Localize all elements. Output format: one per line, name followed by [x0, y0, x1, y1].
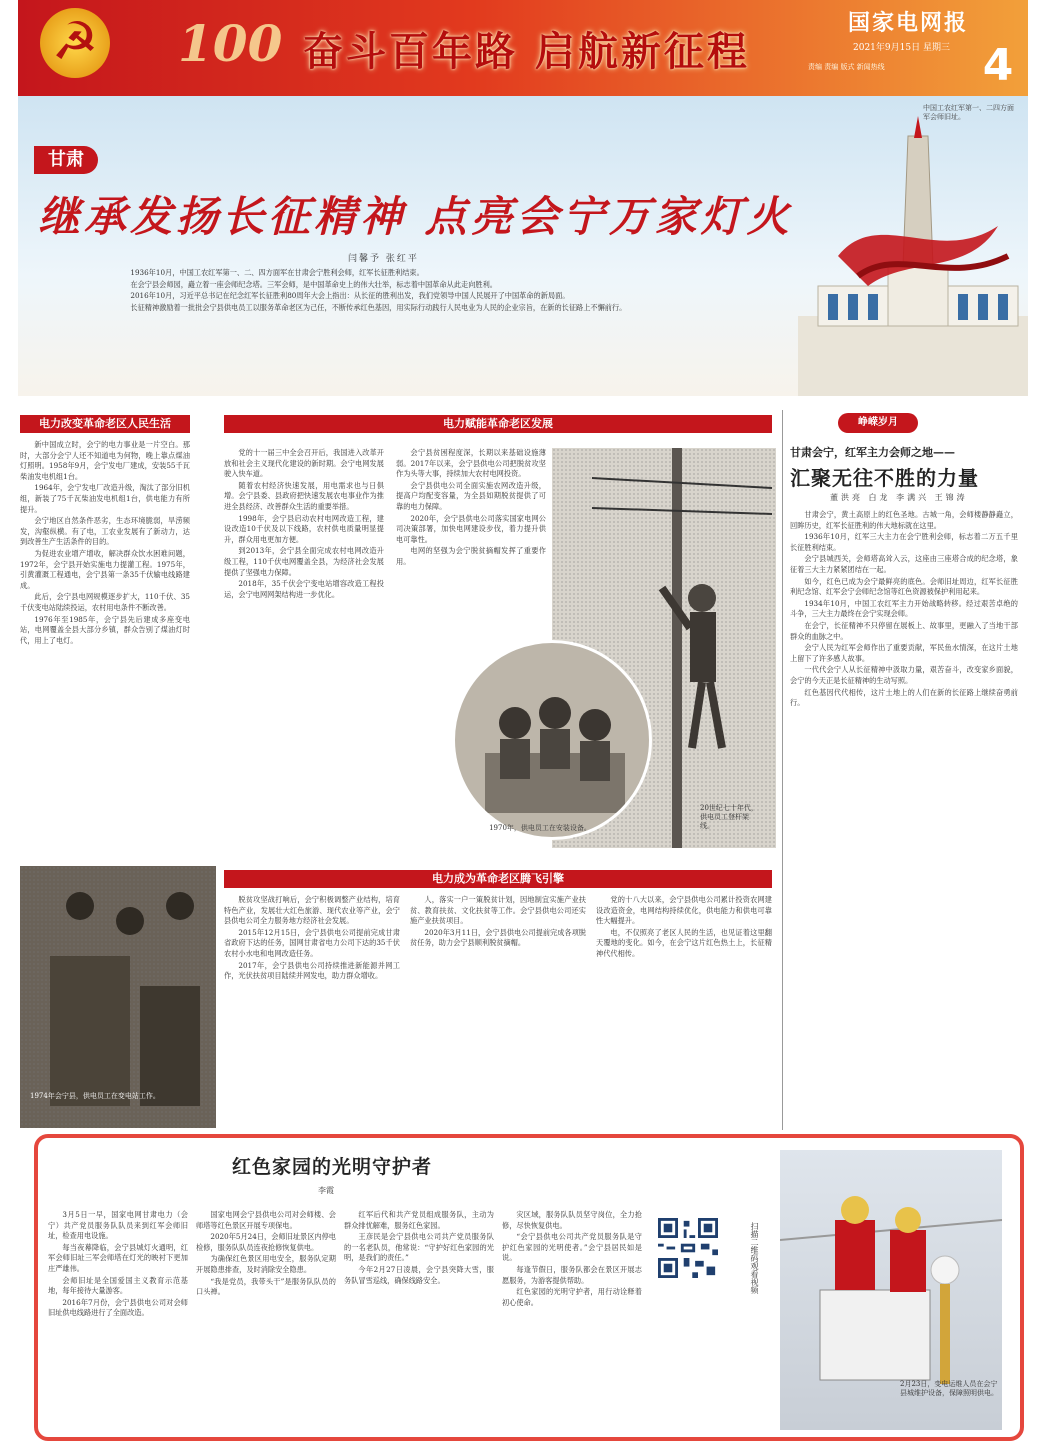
- article-paragraph: 今年2月27日凌晨，会宁县突降大雪，服务队冒雪巡线，确保线路安全。: [344, 1264, 494, 1285]
- article-paragraph: 甘肃会宁，黄土高原上的红色圣地。古城一角，会师楼静静矗立，回眸历史，红军长征胜利的伟大地标就在这里。: [790, 510, 1018, 530]
- column-divider: [782, 410, 783, 1130]
- article-paragraph: 每逢节假日，服务队都会在景区开展志愿服务，为游客提供帮助。: [502, 1264, 642, 1285]
- article-paragraph: 国家电网会宁县供电公司对会师楼、会师塔等红色景区开展专项保电。: [196, 1210, 336, 1230]
- article-paragraph: 人，落实一户一策脱贫计划，因地制宜实施产业扶贫、教育扶贫、文化扶贫等工作。会宁县供电公司还实施产业扶贫项目。: [410, 895, 586, 926]
- article-paragraph: 3月5日一早，国家电网甘肃电力（会宁）共产党员服务队队员来到红军会师旧址，检查用电设施。: [48, 1210, 188, 1241]
- article-paragraph: 一代代会宁人从长征精神中汲取力量，艰苦奋斗，改变家乡面貌，会宁的今天正是长征精神的生动写照。: [790, 665, 1018, 685]
- article-paragraph: “会宁县供电公司共产党员服务队是守护红色家园的光明使者。”会宁县居民如是说。: [502, 1232, 642, 1263]
- intro-paragraph: 1936年10月，中国工农红军第一、二、四方面军在甘肃会宁胜利会师，红军长征胜利结束。: [130, 268, 424, 277]
- right-article-text: [790, 510, 1018, 1128]
- article-paragraph: 会师旧址是全国爱国主义教育示范基地，每年接待大量游客。: [48, 1275, 188, 1296]
- section-life-text: [20, 440, 190, 850]
- lineman-photo-caption: 20世纪七十年代，供电员工登杆架线。: [700, 804, 758, 830]
- qr-code-label: 扫描二维码观看视频: [750, 1222, 759, 1294]
- article-paragraph: 会宁县城西关，会师塔高耸入云，这座由三座塔合成的纪念塔，象征着三大主力紧紧团结在一起。: [790, 554, 1018, 574]
- article-paragraph: 王彦民是会宁县供电公司共产党员服务队的一名老队员，他常说：“守护好红色家园的光明，是我们的责任。”: [344, 1232, 494, 1263]
- article-paragraph: 1976年至1985年，会宁县先后建成多座变电站，电网覆盖全县大部分乡镇，群众告别了煤油灯时代，用上了电灯。: [20, 614, 190, 645]
- article-paragraph: 2016年7月份，会宁县供电公司对会师旧址供电线路进行了全面改造。: [48, 1297, 188, 1318]
- article-paragraph: 电，不仅照亮了老区人民的生活，也见证着这里翻天覆地的变化。如今，在会宁这片红色热土上，长征精神代代相传。: [596, 927, 772, 958]
- article-paragraph: 如今，红色已成为会宁最鲜亮的底色。会师旧址周边，红军长征胜利纪念馆、红军会宁会师纪念馆等红色资源被保护利用起来。: [790, 576, 1018, 597]
- section-engine-text-2: [410, 895, 586, 1125]
- bottom-photo-caption: 2月23日，变电运维人员在会宁县城维护设备，保障照明供电。: [900, 1380, 998, 1397]
- team-photo: [452, 640, 652, 840]
- page-number: 4: [982, 40, 1014, 91]
- article-paragraph: 到2013年，会宁县全面完成农村电网改造升级工程，110千伏电网覆盖全县，为经济社会发展提供了坚强电力保障。: [224, 546, 384, 577]
- article-paragraph: 随着农村经济快速发展，用电需求也与日俱增。会宁县委、县政府把快速发展农电事业作为推进全县经济、改善群众生活的重要举措。: [224, 480, 384, 511]
- hero-photo-caption: 中国工农红军第一、二四方面军会师旧址。: [923, 104, 1014, 121]
- bottom-article-col-1: [48, 1210, 188, 1434]
- article-paragraph: 会宁县供电公司全面实施农网改造升级，提高户均配变容量，为全县如期脱贫提供了可靠的电力保障。: [396, 480, 546, 511]
- article-paragraph: 2015年12月15日，会宁县供电公司提前完成甘肃省政府下达的任务，国网甘肃省电力公司下达的35千伏农村小水电和电网改造任务。: [224, 927, 400, 958]
- section-engine-text: [224, 895, 400, 1125]
- article-paragraph: 党的十八大以来，会宁县供电公司累计投资农网建设改造资金，电网结构持续优化，供电能力和供电可靠性大幅提升。: [596, 895, 772, 926]
- bottom-article-author: 李霞: [318, 1186, 334, 1195]
- bottom-article-col-4: [502, 1210, 642, 1434]
- article-paragraph: 党的十一届三中全会召开后，我国进入改革开放和社会主义现代化建设的新时期。会宁电网发展驶入快车道。: [224, 448, 384, 479]
- intro-paragraph: 在会宁县会师园，矗立着一座会师纪念塔。三军会师，是中国革命史上的伟大壮举，标志着中国革命从此走向胜利。: [130, 279, 497, 289]
- article-paragraph: 每当夜幕降临，会宁县城灯火通明，红军会师旧址三军会师塔在灯光的映衬下更加庄严雄伟。: [48, 1242, 188, 1273]
- masthead-slogan: 奋斗百年路 启航新征程: [303, 28, 750, 75]
- right-article-authors: 董洪亮 白龙 李满兴 王锦涛: [830, 493, 968, 502]
- substation-photo-caption: 1974年会宁县，供电员工在变电站工作。: [30, 1092, 160, 1100]
- article-paragraph: 1936年10月，红军三大主力在会宁胜利会师，标志着二万五千里长征胜利结束。: [790, 532, 1018, 552]
- article-paragraph: 2018年，35千伏会宁变电站增容改造工程投运，会宁电网网架结构进一步优化。: [224, 579, 384, 599]
- article-paragraph: 1934年10月，中国工农红军主力开始战略转移。经过艰苦卓绝的斗争，三大主力最终在会宁实现会师。: [790, 598, 1018, 619]
- years-tag: 峥嵘岁月: [838, 413, 918, 433]
- section-engine-text-3: [596, 895, 772, 1125]
- article-paragraph: 2020年，会宁县供电公司落实国家电网公司决策部署，加快电网建设步伐，着力提升供电可靠性。: [396, 513, 546, 544]
- article-paragraph: 灾区域，服务队队员坚守岗位，全力抢修，尽快恢复供电。: [502, 1210, 642, 1230]
- intro-paragraph: 长征精神激励着一批批会宁县供电员工以服务革命老区为己任，不断传承红色基因，用实际行动践行人民电业为人民的企业宗旨，在新的长征路上不懈前行。: [130, 302, 627, 312]
- hero-headline: 继承发扬长征精神 点亮会宁万家灯火: [38, 192, 793, 241]
- monument-photo: [798, 116, 1028, 396]
- article-paragraph: 新中国成立时，会宁的电力事业是一片空白。那时，大部分会宁人还不知道电为何物，晚上靠点煤油灯照明。1958年9月，会宁发电厂建成，安装55千瓦柴油发电机组1台。: [20, 440, 190, 481]
- hero-byline: 闫馨予 张红平: [348, 254, 419, 264]
- article-paragraph: 会宁人民为红军会师作出了重要贡献，军民鱼水情深，在这片土地上留下了许多感人故事。: [790, 643, 1018, 663]
- article-paragraph: 1964年，会宁发电厂改造升级，淘汰了部分旧机组，新装了75千瓦柴油发电机组1台，供电能力有所提升。: [20, 483, 190, 514]
- bottom-article-col-3: [344, 1210, 494, 1434]
- intro-paragraph: 2016年10月，习近平总书记在纪念红军长征胜利80周年大会上指出：从长征的胜利出发，我们党领导中国人民展开了中国革命的新局面。: [130, 291, 570, 300]
- edition-info: 责编 责编 版式 新闻热线: [808, 63, 885, 71]
- section-bar-life: 电力改变革命老区人民生活: [20, 415, 190, 433]
- article-paragraph: 为确保红色景区用电安全，服务队定期开展隐患排查，及时消除安全隐患。: [196, 1254, 336, 1274]
- right-article-kicker: 甘肃会宁，红军主力会师之地——: [790, 446, 955, 459]
- article-paragraph: 红军后代和共产党员组成服务队，主动为群众排忧解难，服务红色家园。: [344, 1210, 494, 1230]
- section-develop-text: [224, 448, 384, 828]
- article-paragraph: 会宁地区自然条件恶劣，生态环境脆弱，旱涝频发，沟壑纵横。有了电，工农业发展有了新动力，达到改善生产生活条件的目的。: [20, 516, 190, 547]
- section-bar-develop: 电力赋能革命老区发展: [224, 415, 772, 433]
- hero-intro: [116, 268, 636, 314]
- newspaper-name: 国家电网报: [848, 10, 969, 36]
- article-paragraph: 此后，会宁县电网规模逐步扩大，110千伏、35千伏变电站陆续投运，农村用电条件不断改善。: [20, 592, 190, 612]
- article-paragraph: 红色家园的光明守护者，用行动诠释着初心使命。: [502, 1287, 642, 1307]
- article-paragraph: 2017年，会宁县供电公司持续推进新能源并网工作，光伏扶贫项目陆续并网发电，助力群众增收。: [224, 960, 400, 981]
- article-paragraph: 脱贫攻坚战打响后，会宁积极调整产业结构，培育特色产业，发展壮大红色旅游、现代农业等产业，会宁县供电公司全力服务地方经济社会发展。: [224, 895, 400, 926]
- centenary-mark: 100: [178, 14, 283, 73]
- article-paragraph: 在会宁，长征精神不只停留在展板上、故事里，更融入了当地干部群众的血脉之中。: [790, 620, 1018, 641]
- section-bar-engine: 电力成为革命老区腾飞引擎: [224, 870, 772, 888]
- right-article-title: 汇聚无往不胜的力量: [790, 466, 979, 490]
- issue-date: 2021年9月15日 星期三: [853, 43, 950, 53]
- article-paragraph: 2020年3月11日，会宁县供电公司提前完成各项脱贫任务，助力会宁县顺利脱贫摘帽。: [410, 927, 586, 948]
- article-paragraph: 红色基因代代相传，这片土地上的人们在新的长征路上继续奋勇前行。: [790, 687, 1018, 708]
- team-photo-caption: 1970年，供电员工在安装设备。: [489, 824, 591, 832]
- article-paragraph: 会宁县贫困程度深，长期以来基础设施薄弱。2017年以来，会宁县供电公司把脱贫攻坚作为头等大事，持续加大农村电网投资。: [396, 448, 546, 479]
- bottom-article-title: 红色家园的光明守护者: [232, 1156, 433, 1178]
- article-paragraph: 2020年5月24日，会师旧址景区内停电检修，服务队队员连夜抢修恢复供电。: [196, 1232, 336, 1252]
- masthead: [18, 0, 1028, 96]
- article-paragraph: 1998年，会宁县启动农村电网改造工程，建设改造10千伏及以下线路，农村供电质量明显提升，群众用电更加方便。: [224, 513, 384, 544]
- qr-code-icon[interactable]: [658, 1218, 718, 1278]
- party-emblem-icon: [40, 8, 110, 78]
- article-paragraph: “我是党员，我带头干”是服务队队员的口头禅。: [196, 1276, 336, 1297]
- hero-banner: [18, 96, 1028, 396]
- substation-photo: [20, 866, 216, 1128]
- bottom-article-col-2: [196, 1210, 336, 1434]
- article-paragraph: 电网的坚强为会宁脱贫摘帽发挥了重要作用。: [396, 546, 546, 566]
- province-tag: 甘肃: [34, 146, 98, 174]
- article-paragraph: 为促进农业增产增收，解决群众饮水困难问题，1972年，会宁县开始实施电力提灌工程。1975年，引黄灌溉工程通电，会宁县第一条35千伏输电线路建成。: [20, 548, 190, 590]
